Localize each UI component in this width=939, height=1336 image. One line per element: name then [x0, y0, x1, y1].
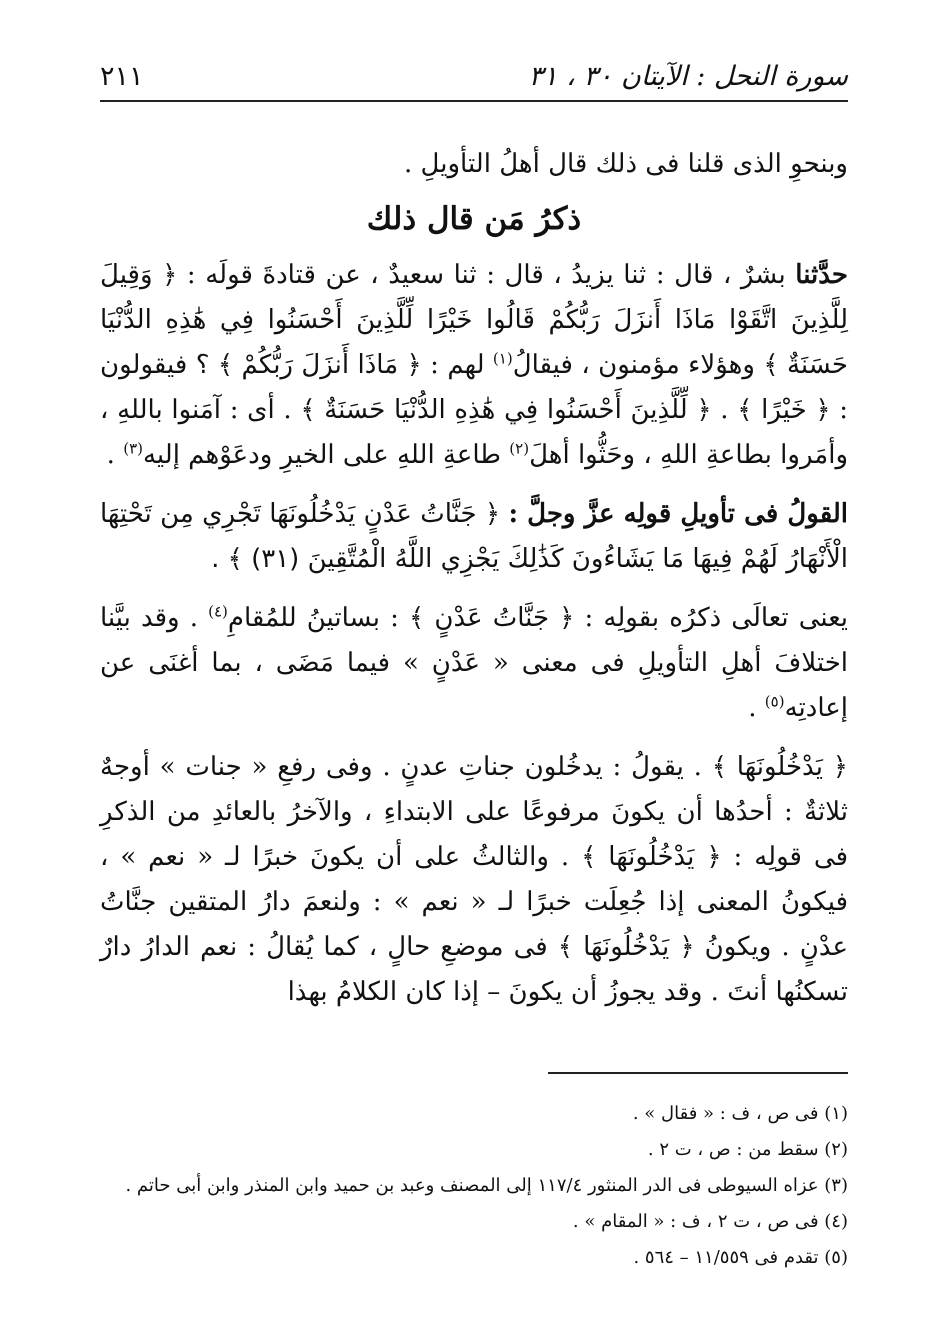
- verse-lead: القولُ فى تأويلِ قولِه عزَّ وجلَّ :: [508, 499, 848, 529]
- quran-quote: ﴿ مَاذَا أَنزَلَ رَبُّكُمْ ﴾: [217, 350, 422, 380]
- text-run: ؟ فيقولون :: [100, 350, 848, 425]
- text-run: . أى : آمَنوا باللهِ ، وأمَروا بطاعةِ اللهِ ، وحَثُّوا أهلَ: [100, 395, 848, 470]
- text-run: بشرٌ ، قال : ثنا يزيدُ ، قال : ثنا سعيدٌ ، عن قتادةَ قولَه :: [177, 260, 796, 290]
- quran-quote: ﴿ جَنَّاتُ عَدْنٍ ﴾: [409, 603, 575, 633]
- text-run: .: [748, 693, 765, 723]
- footnotes: [100, 1096, 848, 1276]
- text-run: وهؤلاء مؤمنون ، فيقالُ: [512, 350, 764, 380]
- quran-quote: ﴿ لِّلَّذِينَ أَحْسَنُوا فِي هَٰذِهِ الدُّنْيَا حَسَنَةٌ ﴾: [300, 395, 712, 425]
- paragraph-explanation: [100, 596, 848, 731]
- text-run: . وقد بيَّنا اختلافَ أهلِ التأويلِ فى معنى « عَدْنٍ » فيما مَضَى ، بما أغنَى عن إعادتِه: [100, 603, 848, 723]
- quran-quote: ﴿ يَدْخُلُونَهَا ﴾: [581, 842, 722, 872]
- footnote-separator: [548, 1072, 848, 1074]
- quran-quote: ﴿ يَدْخُلُونَهَا ﴾: [557, 932, 695, 962]
- quran-quote: ﴿ جَنَّاتُ عَدْنٍ يَدْخُلُونَهَا تَجْرِي مِن تَحْتِهَا الْأَنْهَارُ لَهُمْ فِيهَا مَا يَشَاءُونَ كَذَٰلِكَ يَجْزِي اللَّهُ الْمُتَّقِينَ (٣١) ﴾ .: [100, 499, 848, 574]
- text-run: فى موضعِ حالٍ ، كما يُقالُ : نعم الدارُ دارٌ تسكنُها أنتَ . وقد يجوزُ أن يكونَ – إذا كان الكلامُ بهذا: [100, 932, 848, 1007]
- quran-quote: ﴿ وَقِيلَ لِلَّذِينَ اتَّقَوْا مَاذَا أَنزَلَ رَبُّكُمْ قَالُوا خَيْرًا لِّلَّذِينَ أَحْسَنُوا فِي هَٰذِهِ الدُّنْيَا حَسَنَةٌ ﴾: [100, 260, 849, 380]
- page-header: [100, 52, 848, 102]
- text-run: . يقولُ : يدخُلون جناتِ عدنٍ . وفى رفعِ « جنات » أوجهٌ ثلاثةٌ : أحدُها أن يكونَ مرفوعًا على الابتداءِ ، والآخرُ بالعائدِ من الذكرِ فى قولِه :: [100, 752, 848, 872]
- text-run: .: [106, 440, 124, 470]
- footnote-ref-5: (٥): [764, 692, 785, 711]
- footnote-ref-4: (٤): [208, 602, 228, 621]
- footnote-ref-1: (١): [492, 349, 513, 368]
- text-run: طاعةِ اللهِ على الخيرِ ودعَوْهم إليه: [142, 440, 510, 470]
- footnote-ref-2: (٢): [509, 439, 530, 458]
- footnote-ref-3: (٣): [123, 439, 143, 458]
- paragraph-grammar: [100, 745, 848, 1015]
- page-number: ٢١١: [100, 60, 144, 92]
- text-run: لهم :: [421, 350, 493, 380]
- section-heading: ذكرُ مَن قال ذلك: [366, 201, 582, 237]
- paragraph-narration: [100, 253, 848, 478]
- paragraph-intro: وبنحوِ الذى قلنا فى ذلك قال أهلُ التأويلِ .: [404, 149, 848, 179]
- footnote-4: (٤) فى ص ، ت ٢ ، ف : « المقام » .: [572, 1211, 848, 1232]
- text-run: يعنى تعالَى ذكرُه بقولِه :: [574, 603, 848, 633]
- main-text: [100, 142, 848, 1029]
- running-title: سورة النحل : الآيتان ٣٠ ، ٣١: [528, 60, 848, 92]
- text-run: : بساتينُ للمُقامِ: [227, 603, 409, 633]
- text-run: .: [711, 395, 738, 425]
- footnote-5: (٥) تقدم فى ١١/٥٥٩ – ٥٦٤ .: [633, 1247, 848, 1268]
- footnote-3: (٣) عزاه السيوطى فى الدر المنثور ١١٧/٤ إلى المصنف وعبد بن حميد وابن المنذر وابن أبى حاتم .: [125, 1175, 848, 1196]
- text-run: . والثالثُ على أن يكونَ خبرًا لـ « نعم » ، فيكونُ المعنى إذا جُعِلَت خبرًا لـ « نعم » : ولنعمَ دارُ المتقين جنَّاتُ عدْنٍ . ويكونُ: [100, 842, 849, 962]
- footnote-1: (١) فى ص ، ف : « فقال » .: [632, 1103, 848, 1124]
- quran-quote: ﴿ يَدْخُلُونَهَا ﴾: [711, 752, 849, 782]
- footnote-2: (٢) سقط من : ص ، ت ٢ .: [647, 1139, 848, 1160]
- paragraph-verse: [100, 492, 848, 582]
- quran-quote: ﴿ خَيْرًا ﴾: [737, 395, 831, 425]
- narration-lead: حدَّثنا: [795, 260, 848, 290]
